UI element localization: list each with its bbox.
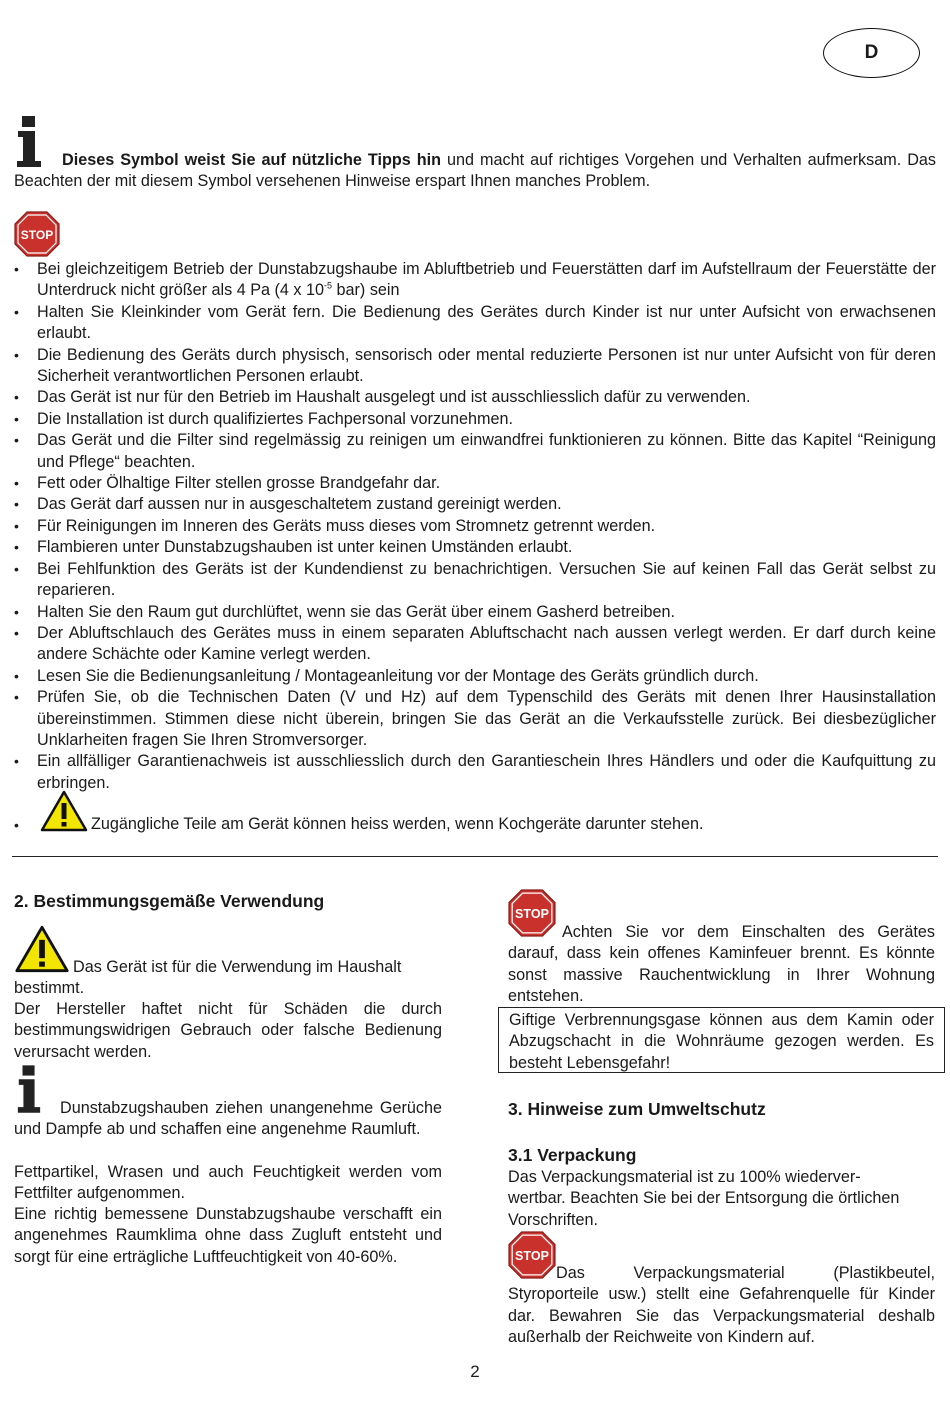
section-divider — [12, 856, 938, 857]
list-item: • Fett oder Ölhaltige Filter stellen grosse Brandgefahr dar. — [14, 473, 936, 494]
stop-sign-icon — [14, 211, 60, 257]
tips-text: und macht auf richtiges Vorgehen und Verhalten aufmerksam. Das Beachten der mit diesem Symbol versehenen Hinweise erspart Ihnen manches Problem. — [14, 151, 936, 191]
stop-sign-label: STOP — [515, 907, 549, 922]
stop-sign-label: STOP — [20, 228, 54, 242]
stop-sign-label: STOP — [515, 1249, 549, 1264]
chimney-fire-warning: Achten Sie vor dem Einschalten des Gerätes darauf, dass kein offenes Kaminfeuer brennt. Es könnte sonst massive Rauchentwicklung in Ihrer Wohnung entstehen. — [508, 923, 935, 1006]
liability-text: Der Hersteller haftet nicht für Schäden die durch bestimmungswidrigen Gebrauch oder falsche Bedienung verursacht werden. — [14, 1000, 442, 1061]
tips-paragraph — [14, 150, 936, 193]
packaging-danger-text: Das Verpackungsmaterial (Plastikbeutel, Styroporteile usw.) stellt eine Gefahrenquelle für Kinder dar. Bewahren Sie das Verpackungsmaterial deshalb außerhalb der Reichweite von Kindern auf. — [508, 1264, 935, 1347]
list-item: • Bei gleichzeitigem Betrieb der Dunstabzugshaube im Abluftbetrieb und Feuerstätten darf im Aufstellraum der Feuerstätte der Unterdruck nicht größer als 4 Pa (4 x $10^{-5}$ bar) sein — [14, 259, 936, 302]
list-item: • Das Gerät darf aussen nur in ausgeschaltetem zustand gereinigt werden. — [14, 494, 936, 515]
tips-bold-text: Dieses Symbol weist Sie auf nützliche Tipps hin — [62, 151, 442, 169]
page-number: 2 — [470, 1362, 480, 1381]
list-item: • Halten Sie Kleinkinder vom Gerät fern. Die Bedienung des Gerätes durch Kinder ist nur unter Aufsicht von erwachsenen erlaubt. — [14, 302, 936, 345]
section-2-title: 2. Bestimmungsgemäße Verwendung — [14, 891, 325, 911]
packaging-recyclable-text: Das Verpackungsmaterial ist zu 100% wiederver-wertbar. Beachten Sie bei der Entsorgung die örtlichen Vorschriften. — [508, 1168, 900, 1229]
warning-triangle-icon — [40, 790, 88, 832]
hot-parts-warning — [14, 790, 936, 836]
toxic-gas-warning-box — [498, 1007, 945, 1073]
safety-list — [14, 259, 936, 794]
household-use-text: Das Gerät ist für die Verwendung im Haushalt bestimmt. — [14, 958, 402, 998]
list-item: • Die Installation ist durch qualifiziertes Fachpersonal vorzunehmen. — [14, 409, 936, 430]
room-climate-text: Eine richtig bemessene Dunstabzugshaube verschafft ein angenehmes Raumklima ohne dass Zugluft entsteht und sorgt für eine erträgliche Luftfeuchtigkeit von 40-60%. — [14, 1205, 442, 1266]
list-item: • Das Gerät und die Filter sind regelmässig zu reinigen um einwandfrei funktionieren zu können. Bitte das Kapitel “Reinigung und Pflege“ beachten. — [14, 430, 936, 473]
odor-removal-text: Dunstabzugshauben ziehen unangenehme Gerüche und Dampfe ab und schaffen eine angenehme Raumluft. — [14, 1099, 442, 1139]
list-item: • Der Abluftschlauch des Gerätes muss in einem separaten Abluftschacht nach aussen verlegt werden. Er darf durch keine andere Schächte oder Kamine verlegt werden. — [14, 623, 936, 666]
hot-parts-warning-text: Zugängliche Teile am Gerät können heiss werden, wenn Kochgeräte darunter stehen. — [91, 815, 704, 833]
list-item: • Für Reinigungen im Inneren des Geräts muss dieses vom Stromnetz getrennt werden. — [14, 516, 936, 537]
list-item: • Halten Sie den Raum gut durchlüftet, wenn sie das Gerät über einem Gasherd betreiben. — [14, 602, 936, 623]
section-3-1-title: 3.1 Verpackung — [508, 1145, 637, 1165]
bullet: • — [14, 817, 19, 833]
list-item: • Die Bedienung des Geräts durch physisch, sensorisch oder mental reduzierte Personen ist nur unter Aufsicht von für deren Sicherheit verantwortlichen Personen erlaubt. — [14, 345, 936, 388]
grease-filter-text: Fettpartikel, Wrasen und auch Feuchtigkeit werden vom Fettfilter aufgenommen. — [14, 1163, 442, 1203]
language-badge — [823, 28, 920, 78]
list-item: • Flambieren unter Dunstabzugshauben ist unter keinen Umständen erlaubt. — [14, 537, 936, 558]
toxic-gas-warning-text: Giftige Verbrennungsgase können aus dem Kamin oder Abzugschacht in die Wohnräume gezogen werden. Es besteht Lebensgefahr! — [509, 1011, 934, 1072]
language-badge-label: D — [864, 42, 879, 64]
list-item: • Bei Fehlfunktion des Geräts ist der Kundendienst zu benachrichtigen. Versuchen Sie auf keinen Fall das Gerät selbst zu reparieren. — [14, 559, 936, 602]
list-item: • Das Gerät ist nur für den Betrieb im Haushalt ausgelegt und ist ausschliesslich dafür zu verwenden. — [14, 387, 936, 408]
list-item: • Lesen Sie die Bedienungsanleitung / Montageanleitung vor der Montage des Geräts gründlich durch. — [14, 666, 936, 687]
section-3-title: 3. Hinweise zum Umweltschutz — [508, 1099, 766, 1119]
list-item: • Ein allfälliger Garantienachweis ist ausschliesslich durch den Garantieschein Ihres Händlers und oder die Kaufquittung zu erbringen. — [14, 751, 936, 794]
list-item: • Prüfen Sie, ob die Technischen Daten (V und Hz) auf dem Typenschild des Geräts mit denen Ihrer Hausinstallation übereinstimmen. Stimmen diese nicht überein, bringen Sie das Gerät an die Verkaufsstelle zurück. Bei diesbezüglicher Unklarheiten fragen Sie Ihren Stromversorger. — [14, 687, 936, 751]
